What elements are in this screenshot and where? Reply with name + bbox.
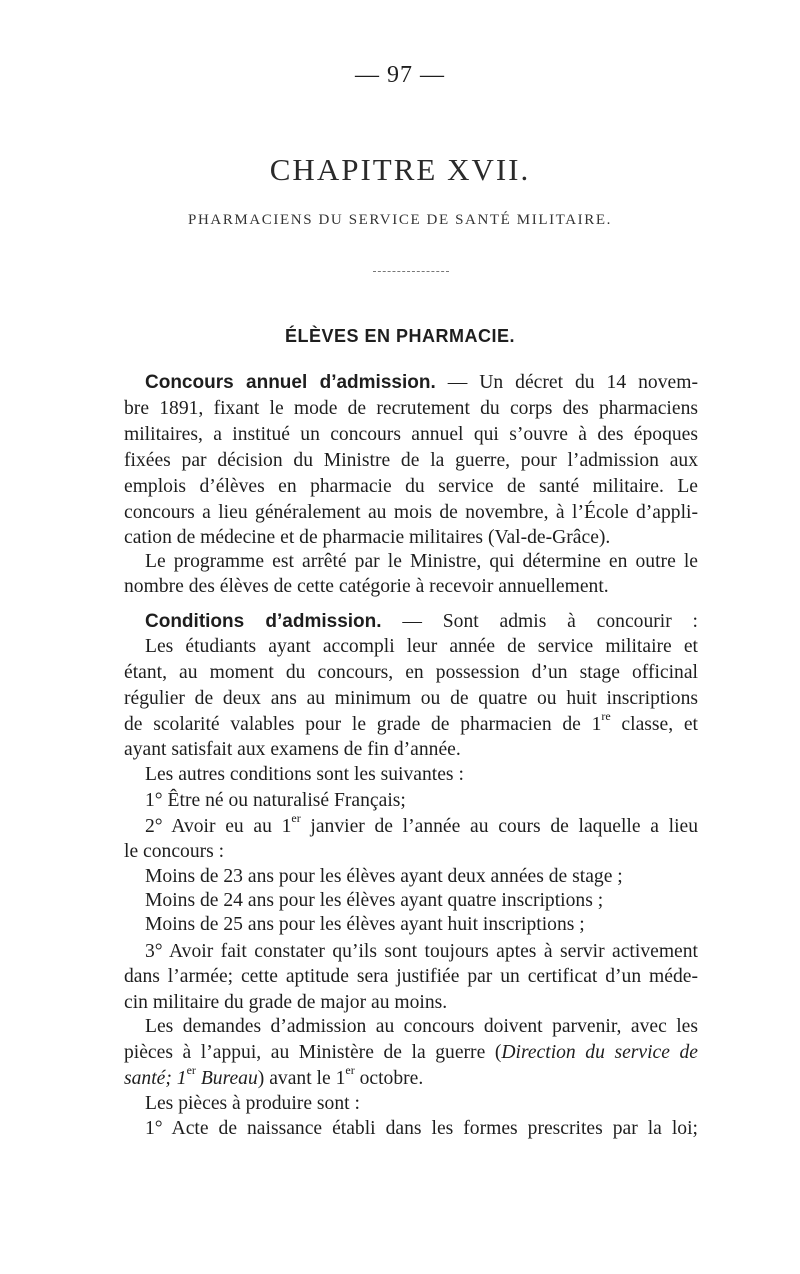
paragraph-line [124, 1040, 698, 1066]
line-text: 2° Avoir eu au 1 [145, 816, 292, 837]
paragraph-line: fixées par décision du Ministre de la guerre, pour l’admission aux [124, 450, 698, 471]
paragraph-heading: Concours annuel d’admission. [145, 372, 436, 393]
paragraph-line: dans l’armée; cette aptitude sera justifiée par un certificat d’un méde- [124, 966, 698, 987]
superscript: er [345, 1063, 355, 1078]
list-item: 3° Avoir fait constater qu’ils sont toujours aptes à servir activement [145, 941, 698, 962]
paragraph-line [145, 370, 698, 396]
line-text: classe, et [610, 714, 698, 735]
paragraph-line: cin militaire du grade de major au moins. [124, 992, 448, 1013]
line-text: janvier de l’année au cours de laquelle a lieu [300, 816, 699, 837]
paragraph-line: emplois d’élèves en pharmacie du service de santé militaire. Le [124, 476, 698, 497]
paragraph-line: Le programme est arrêté par le Ministre, qui détermine en outre le [145, 551, 698, 572]
chapter-subtitle: PHARMACIENS DU SERVICE DE SANTÉ MILITAIRE. [188, 212, 612, 228]
list-item: Moins de 23 ans pour les élèves ayant deux années de stage ; [145, 866, 623, 887]
list-item: 1° Être né ou naturalisé Français; [145, 790, 406, 811]
list-item [145, 811, 699, 840]
paragraph-line [145, 609, 698, 635]
paragraph-line: bre 1891, fixant le mode de recrutement du corps des pharmaciens [124, 398, 698, 419]
paragraph-line: concours a lieu généralement au mois de novembre, à l’École d’appli- [124, 502, 698, 523]
section-title: ÉLÈVES EN PHARMACIE. [284, 326, 516, 346]
italic-text: santé; 1 [124, 1068, 187, 1089]
paragraph-line: ayant satisfait aux examens de fin d’année. [124, 739, 461, 760]
list-item: Moins de 25 ans pour les élèves ayant huit inscriptions ; [145, 914, 585, 935]
line-text: de scolarité valables pour le grade de pharmacien de 1 [124, 714, 602, 735]
superscript: re [601, 709, 611, 724]
paragraph-line: militaires, a institué un concours annuel qui s’ouvre à des époques [124, 424, 698, 445]
paragraph-line: étant, au moment du concours, en possession d’un stage officinal [124, 662, 698, 683]
paragraph-line: nombre des élèves de cette catégorie à recevoir annuellement. [124, 576, 609, 597]
paragraph-line: cation de médecine et de pharmacie militaires (Val-de-Grâce). [124, 527, 611, 548]
line-text: pièces à l’appui, au Ministère de la guerre ( [124, 1042, 502, 1063]
paragraph-line [124, 1063, 698, 1092]
paragraph-line: Les étudiants ayant accompli leur année de service militaire et [145, 636, 698, 657]
superscript: er [291, 811, 301, 826]
italic-text: Bureau [195, 1068, 258, 1089]
decorative-divider [373, 271, 449, 272]
chapter-title: CHAPITRE XVII. [269, 152, 531, 187]
italic-text: Direction du service de [501, 1042, 698, 1063]
list-item: Moins de 24 ans pour les élèves ayant quatre inscriptions ; [145, 890, 604, 911]
paragraph-line: Les autres conditions sont les suivantes : [145, 764, 464, 785]
paragraph-line: régulier de deux ans au minimum ou de quatre ou huit inscriptions [124, 688, 698, 709]
paragraph-line [124, 709, 698, 738]
paragraph-line: le concours : [124, 841, 225, 862]
paragraph-line: Les demandes d’admission au concours doivent parvenir, avec les [145, 1016, 698, 1037]
page-number: — 97 — [355, 62, 445, 88]
paragraph-heading: Conditions d’admission. [145, 611, 382, 632]
list-item: 1° Acte de naissance établi dans les formes prescrites par la loi; [145, 1118, 698, 1139]
line-text: octobre. [354, 1068, 424, 1089]
paragraph-line: Les pièces à produire sont : [145, 1093, 360, 1114]
line-text: — Sont admis à concourir : [402, 611, 699, 632]
superscript: er [186, 1063, 196, 1078]
line-text: ) avant le 1 [257, 1068, 346, 1089]
line-text: — Un décret du 14 novem- [447, 372, 698, 393]
